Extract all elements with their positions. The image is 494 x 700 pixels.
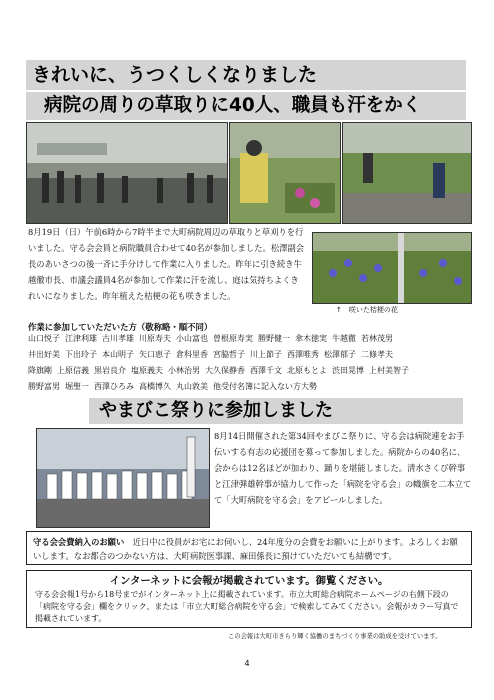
member-name: 本山明子 <box>102 350 134 359</box>
member-name: 二條孝夫 <box>361 350 393 359</box>
photo-station-crowd <box>26 122 228 224</box>
photo-weeding <box>229 122 341 224</box>
member-name: 宮脇哲子 <box>213 350 245 359</box>
member-name: 古川孝雄 <box>102 334 134 343</box>
member-name: 黒岩良介 <box>94 366 126 375</box>
member-name: 北原もとよ <box>287 366 327 375</box>
member-name: 江津利雄 <box>65 334 97 343</box>
member-name: 下出玲子 <box>65 350 97 359</box>
member-name: 上村美智子 <box>369 366 409 375</box>
member-name: 他受付名簿に記入ない方大勢 <box>213 382 317 391</box>
member-name: 牛越徹 <box>332 334 356 343</box>
cleanup-title: きれいに、うつくしくなりました <box>26 60 466 90</box>
fee-text: 近日中に役員がお宅にお伺いし、24年度分の会費をお願いに上がります。よろしくお願いします。なお都合のつかない方は、大町病院医事課、麻田係長に預けていただいても結構です。 <box>33 537 458 561</box>
cleanup-subtitle: 病院の周りの草取りに40人、職員も汗をかく <box>26 92 466 120</box>
member-name: 上原信義 <box>57 366 89 375</box>
members-list <box>28 331 472 395</box>
member-name: 傘木徳実 <box>295 334 327 343</box>
member-name: 若林茂男 <box>361 334 393 343</box>
member-name: 西澤ひろみ <box>94 382 134 391</box>
flower-caption: ↑ 咲いた桔梗の花 <box>336 306 398 314</box>
member-name: 丸山敦美 <box>176 382 208 391</box>
member-name: 矢口恵子 <box>139 350 171 359</box>
photo-bellflowers <box>312 232 472 304</box>
member-name: 松澤郁子 <box>324 350 356 359</box>
member-name: 川原寿夫 <box>139 334 171 343</box>
members-row <box>28 331 472 347</box>
photo-festival-group <box>36 428 210 528</box>
cleanup-paragraph: 8月19日（日）午前6時から7時半まで大町病院周辺の草取りと草刈りを行いました。守る会会員と病院職員合わせて40名が参加しました。松澤副会長のあいさつの後一斉に手分けして作業に入りました。昨年に引き続き牛越徹市長、市議会議員4名が参加して作業に汗を流し、庭は気持ちよくきれいになりました。昨年植えた桔梗の花も咲きました。 <box>28 227 305 301</box>
internet-notice-box <box>26 570 472 628</box>
member-name: 山口悦子 <box>28 334 60 343</box>
member-name: 曽根原寿実 <box>213 334 253 343</box>
members-row <box>28 379 472 395</box>
page-number: 4 <box>244 659 250 668</box>
member-name: 渋田晃博 <box>332 366 364 375</box>
member-name: 勝野健一 <box>258 334 290 343</box>
member-name: 堀聖一 <box>65 382 89 391</box>
member-name: 倉科里香 <box>176 350 208 359</box>
internet-title: インターネットに会報が掲載されています。御覧ください。 <box>109 575 389 587</box>
member-name: 高橋博久 <box>139 382 171 391</box>
festival-title: やまびこ祭りに参加しました <box>89 398 463 424</box>
member-name: 西澤唯秀 <box>287 350 319 359</box>
member-name: 西澤千文 <box>250 366 282 375</box>
member-name: 小林治男 <box>168 366 200 375</box>
fee-notice <box>33 535 465 563</box>
photo-garden-workers <box>342 122 472 224</box>
fee-notice-box <box>26 531 472 565</box>
internet-text: 守る会会報1号から18号までがインターネット上に掲載されています。市立大町総合病院ホームページの右側下段の「病院を守る会」欄をクリック、または「市立大町総合病院を守る会」で検索してみてください。会報がカラー写真で掲載されています。 <box>35 590 459 623</box>
member-name: 川上節子 <box>250 350 282 359</box>
member-name: 塩原義夫 <box>131 366 163 375</box>
members-title: 作業に参加していただいた方（敬称略・順不同） <box>28 322 213 332</box>
fee-title: 守る会会費納入のお願い <box>33 537 125 547</box>
member-name: 降旗剛 <box>28 366 52 375</box>
member-name: 大久保静香 <box>205 366 245 375</box>
footnote: この会報は大町市きらり輝く協働のまちづくり事業の助成を受けています。 <box>228 633 442 640</box>
member-name: 勝野富男 <box>28 382 60 391</box>
member-name: 井出好美 <box>28 350 60 359</box>
members-row <box>28 363 472 379</box>
festival-paragraph: 8月14日開催された第34回やまびこ祭りに、守る会は病院連をお手伝いする有志の応援団を募って参加しました。病院からの40名に、会からは12名ほどが加わり、踊りを堪能しました。清水さくび幹事と江津弾雄幹事が協力して作った「病院を守る会」の幟旗を二本立てて「大町病院を守る会」をアピールしました。 <box>214 431 472 505</box>
members-row <box>28 347 472 363</box>
member-name: 小山富也 <box>176 334 208 343</box>
